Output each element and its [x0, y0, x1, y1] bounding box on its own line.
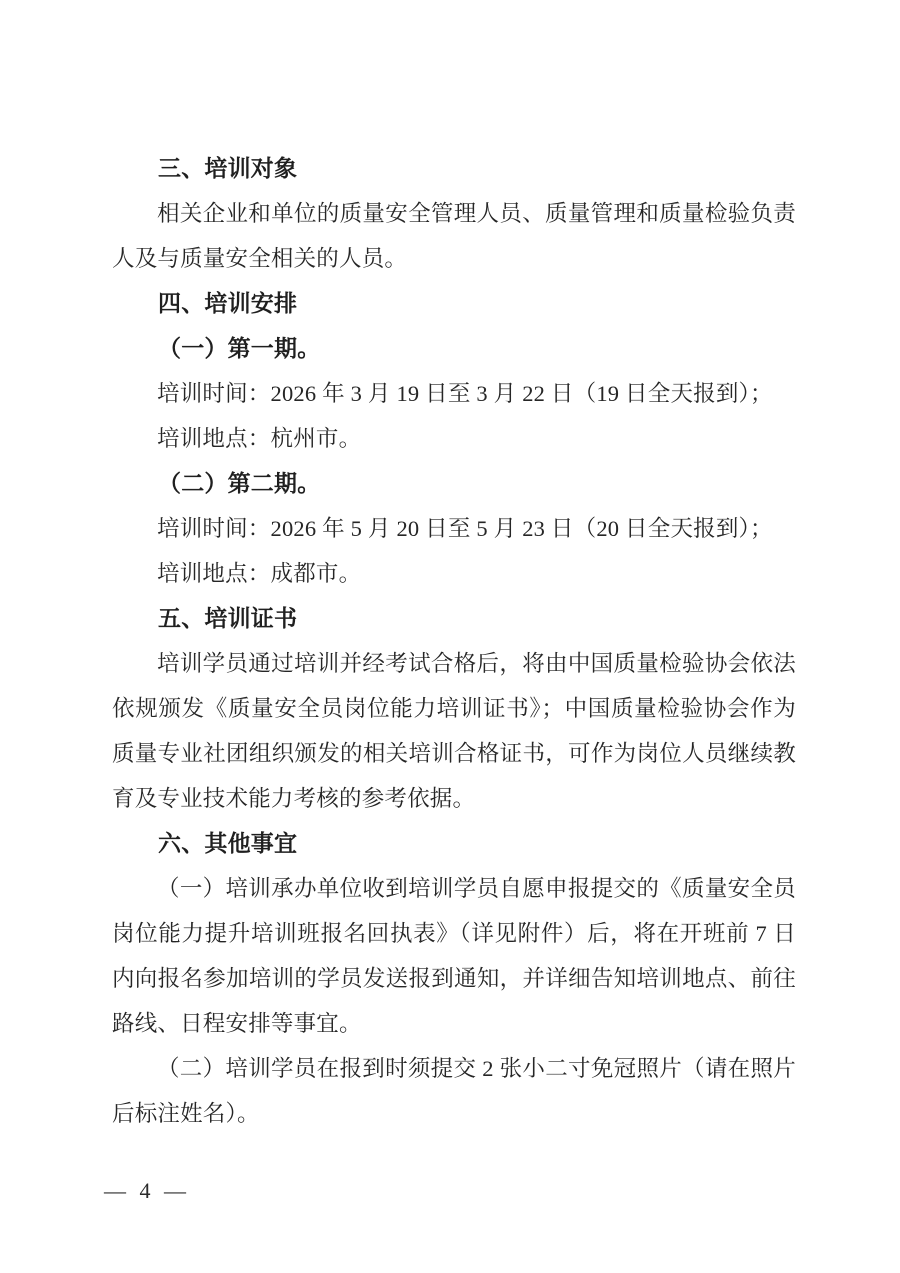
session-2-location: 培训地点：成都市。 [157, 561, 362, 586]
page-number: — 4 — [104, 1178, 190, 1203]
section-heading-training-schedule: 四、培训安排 [158, 290, 298, 316]
paragraph-other-matters-item-2: （二）培训学员在报到时须提交 2 张小二寸免冠照片（请在照片后标注姓名）。 [112, 1056, 796, 1126]
section-heading-training-targets: 三、培训对象 [158, 155, 298, 181]
document-content [112, 146, 796, 1136]
session-1-time: 培训时间：2026 年 3 月 19 日至 3 月 22 日（19 日全天报到）； [157, 381, 773, 406]
subheading-session-1: （一）第一期。 [158, 336, 321, 361]
section-heading-training-certificate: 五、培训证书 [158, 605, 298, 631]
session-1-location: 培训地点：杭州市。 [157, 426, 362, 451]
paragraph-other-matters-item-1: （一）培训承办单位收到培训学员自愿申报提交的《质量安全员岗位能力提升培训班报名回执表》（详见附件）后，将在开班前 7 日内向报名参加培训的学员发送报到通知，并详细告知培训地点、前往路线、日程安排等事宜。 [112, 876, 796, 1036]
subheading-session-2: （二）第二期。 [158, 471, 321, 496]
session-2-time: 培训时间：2026 年 5 月 20 日至 5 月 23 日（20 日全天报到）； [157, 516, 773, 541]
paragraph-training-targets: 相关企业和单位的质量安全管理人员、质量管理和质量检验负责人及与质量安全相关的人员。 [112, 201, 796, 271]
section-heading-other-matters: 六、其他事宜 [158, 830, 298, 856]
paragraph-training-certificate: 培训学员通过培训并经考试合格后，将由中国质量检验协会依法依规颁发《质量安全员岗位能力培训证书》；中国质量检验协会作为质量专业社团组织颁发的相关培训合格证书，可作为岗位人员继续教育及专业技术能力考核的参考依据。 [112, 651, 796, 811]
